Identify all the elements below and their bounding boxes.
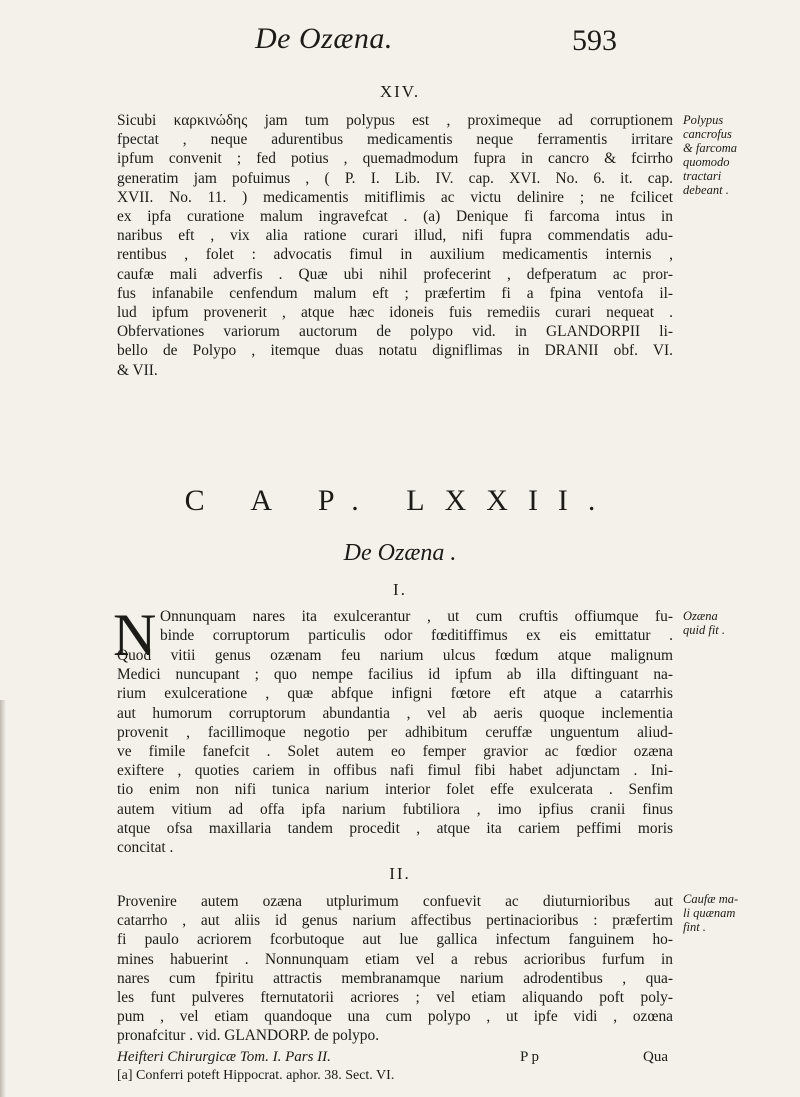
chapter-heading: C A P. LXXII.: [184, 484, 616, 517]
text-line: Medici nuncupant ; quo nempe facilius id ipfum ab illa diftinguant na-: [117, 666, 673, 684]
drop-cap: N: [113, 602, 157, 668]
margin-note-line: fint .: [683, 920, 706, 934]
paragraph-i-opening: [160, 607, 673, 645]
margin-note-ii: [683, 892, 795, 934]
text-line: fpectat , neque adurentibus medicamentis neque ferramentis irritare: [117, 131, 673, 149]
catchword: Qua: [643, 1049, 668, 1065]
text-line: caufæ mali adverfis . Quæ ubi nihil profecerint , defperatum ac pror-: [117, 265, 673, 283]
margin-note-line: debeant .: [683, 183, 729, 197]
running-header: [0, 18, 800, 58]
margin-note-line: Ozæna: [683, 609, 718, 623]
running-footer: Heifteri Chirurgicæ Tom. I. Pars II.: [117, 1049, 331, 1065]
text-line: Obfervationes variorum auctorum de polypo vid. in GLANDORPII li-: [117, 323, 673, 341]
running-title: De Ozæna.: [255, 22, 393, 55]
section-heading-i: I.: [393, 580, 407, 599]
text-line: fus infanabile cenfendum malum eft ; præfertim fi a fpina ventofa il-: [117, 284, 673, 302]
margin-note-line: quid fit .: [683, 623, 726, 637]
text-line: ve fimile fanefcit . Solet autem eo femper gravior ac fœdior ozæna: [117, 743, 673, 761]
chapter-title: De Ozæna .: [343, 540, 457, 566]
text-line: aut humorum corruptorum abundantia , vel ab aeris quoque inclementia: [117, 704, 673, 722]
margin-note-xiv: [683, 113, 795, 197]
text-line: les funt pulveres fternutatorii acriores ; vel etiam aliquando poft poly-: [117, 989, 673, 1007]
text-line: exiftere , quoties cariem in offibus nafi fimul fibi habet adjunctam . Ini-: [117, 762, 673, 780]
text-line: naribus eft , vix alia ratione curari illud, nifi fupra commendatis adu-: [117, 227, 673, 245]
margin-note-line: li quænam: [683, 906, 736, 920]
margin-note-line: Polypus: [683, 113, 724, 127]
text-line: ipfum convenit ; fed potius , quemadmodum fupra in cancro & fcirrho: [117, 150, 673, 168]
text-line: generatim jam pofuimus , ( P. I. Lib. IV. cap. XVI. No. 6. it. cap.: [117, 169, 673, 187]
margin-note-line: quomodo: [683, 155, 730, 169]
page-gutter-shadow: [0, 700, 6, 1097]
text-line: rium exulceratione , quæ abfque infigni fœtore eft atque a catarrhis: [117, 685, 673, 703]
text-line: rentibus , folet : advocatis fimul in auxilium medicamentis internis ,: [117, 246, 673, 264]
page-number: 593: [572, 24, 617, 57]
section-heading-xiv: XIV.: [379, 82, 421, 101]
text-line: tio enim non nifi tunica narium interior folet effe exulcerata . Senfim: [117, 781, 673, 799]
text-line: Onnunquam nares ita exulcerantur , ut cum cruftis offiumque fu-: [160, 608, 673, 625]
text-line: catarrho , aut aliis id genus narium affectibus pertinacioribus : præfertim: [117, 912, 673, 930]
margin-note-line: cancrofus: [683, 127, 732, 141]
text-line: binde corruptorum particulis odor fœditiffimus ex eis emittatur .: [160, 627, 673, 645]
text-line: lud ipfum provenerit , atque hæc idoneis fuis remediis curari nequeat .: [117, 304, 673, 322]
footnote: [a] Conferri poteft Hippocrat. aphor. 38. Sect. VI.: [117, 1068, 395, 1083]
paragraph-ii: [117, 892, 673, 1046]
text-line: ex ipfa curatione malum ingravefcat . (a) Denique fi farcoma intus in: [117, 208, 673, 226]
text-line: Sicubi καρκινώδης jam tum polypus est , proximeque ad corruptionem: [117, 112, 673, 129]
text-line: mines habuerint . Nonnunquam etiam vel a rebus acrioribus furfum in: [117, 950, 673, 968]
paragraph-i: [117, 646, 673, 857]
margin-note-line: tractari: [683, 169, 722, 183]
margin-note-line: Caufæ ma-: [683, 892, 739, 906]
text-line: bello de Polypo , itemque duas notatu digniflimas in DRANII obf. VI.: [117, 342, 673, 360]
text-line: concitat .: [117, 839, 174, 857]
text-line: & VII.: [117, 361, 158, 379]
text-line: pronafcitur . vid. GLANDORP. de polypo.: [117, 1027, 380, 1045]
text-line: nares cum fpiritu attractis membranamque narium adrodentibus , qua-: [117, 969, 673, 987]
section-heading-ii: II.: [389, 864, 411, 883]
text-line: fi paulo acriorem fcorbutoque aut lue gallica infectum fanguinem ho-: [117, 931, 673, 949]
text-line: pum , vel etiam quandoque una cum polypo , ut ipfe vidi , ozœna: [117, 1008, 673, 1026]
paragraph-xiv: [117, 111, 673, 380]
text-line: Provenire autem ozæna utplurimum confuevit ac diuturnioribus aut: [117, 893, 673, 910]
text-line: Quod vitii genus ozænam feu narium ulcus fœdum atque malignum: [117, 647, 673, 664]
text-line: autem vitium ad offa ipfa narium fubtiliora , imo ipfius cranii finus: [117, 800, 673, 818]
signature-mark: P p: [520, 1049, 540, 1065]
text-line: atque ofsa maxillaria tandem procedit , atque ita cariem peffimi moris: [117, 819, 673, 837]
text-line: provenit , facillimoque negotio per adhibitum ceruffæ unguentum aliud-: [117, 723, 673, 741]
text-line: XVII. No. 11. ) medicamentis mitiflimis ac victu delinire ; ne fcilicet: [117, 188, 673, 206]
margin-note-line: & farcoma: [683, 141, 738, 155]
margin-note-i: [683, 609, 795, 637]
